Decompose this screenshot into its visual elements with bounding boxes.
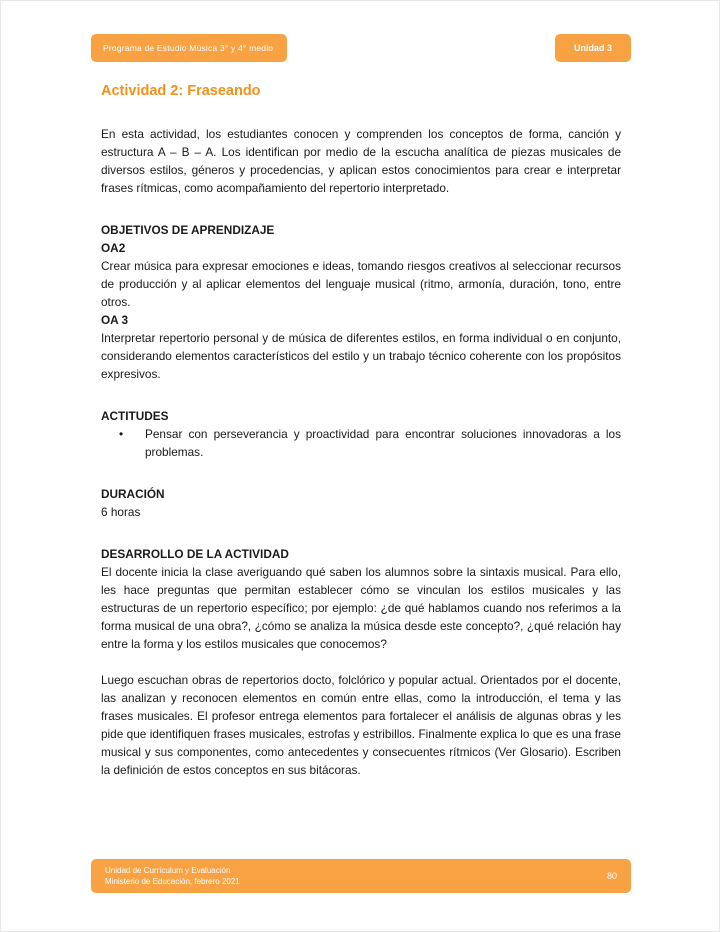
header-program-label: Programa de Estudio Música 3° y 4° medio: [103, 43, 274, 53]
spacer: [101, 521, 621, 545]
spacer: [101, 383, 621, 407]
footer-bar: [91, 859, 631, 893]
desarrollo-paragraph-2: Luego escuchan obras de repertorios docto, folclórico y popular actual. Orientados por el docente, las analizan y reconocen elementos en común entre ellas, como la introducción, el tema y las frases musicales. El profesor entrega elementos para fortalecer el análisis de algunas obras y les pide que identifiquen frases musicales, estrofas y estribillos. Finalmente explica lo que es una frase musical y sus componentes, como antecedentes y consecuentes rítmicos (Ver Glosario). Escriben la definición de estos conceptos en sus bitácoras.: [101, 673, 621, 777]
page-content: [101, 83, 621, 779]
header-unit-badge: [555, 34, 631, 62]
duracion-heading: DURACIÓN: [101, 487, 165, 501]
activity-title: Actividad 2: Fraseando: [101, 83, 261, 99]
footer-line-1: Unidad de Currículum y Evaluación: [105, 865, 231, 875]
footer-line-2: Ministerio de Educación, febrero 2021: [105, 877, 240, 886]
spacer: [101, 461, 621, 485]
objetivos-heading: OBJETIVOS DE APRENDIZAJE: [101, 223, 275, 237]
intro-paragraph: En esta actividad, los estudiantes conocen y comprenden los conceptos de forma, canción y estructura A – B – A. Los identifican por medio de la escucha analítica de piezas musicales de diversos estilos, géneros y procedencias, y aplican estos conocimientos para crear e interpretar frases rítmicas, como acompañamiento del repertorio interpretado.: [101, 127, 621, 195]
actitudes-bullet-text: Pensar con perseverancia y proactividad para encontrar soluciones innovadoras a los problemas.: [145, 427, 621, 459]
spacer: [101, 653, 621, 671]
desarrollo-paragraph-1: El docente inicia la clase averiguando qué saben los alumnos sobre la sintaxis musical. Para ello, les hace preguntas que permitan establecer cómo se vinculan los estilos musicales y las estructuras de un repertorio específico; por ejemplo: ¿de qué hablamos cuando nos referimos a la forma musical de una obra?, ¿cómo se analiza la música desde este concepto?, ¿qué relación hay entre la forma y los estilos musicales que conocemos?: [101, 565, 621, 651]
oa3-text: Interpretar repertorio personal y de música de diferentes estilos, en forma individual o en conjunto, considerando elementos característicos del estilo y un trabajo técnico coherente con los propósitos expresivos.: [101, 331, 621, 381]
oa2-label: OA2: [101, 241, 126, 255]
oa2-text: Crear música para expresar emociones e ideas, tomando riesgos creativos al seleccionar recursos de producción y al aplicar elementos del lenguaje musical (ritmo, armonía, duración, tono, entre otros.: [101, 259, 621, 309]
bullet-icon: •: [119, 427, 124, 441]
footer-credits: [105, 865, 240, 888]
header-unit-label: Unidad 3: [573, 43, 612, 53]
spacer: [101, 197, 621, 221]
actitudes-heading: ACTITUDES: [101, 409, 169, 423]
list-item: [101, 425, 621, 461]
desarrollo-heading: DESARROLLO DE LA ACTIVIDAD: [101, 547, 289, 561]
header-program-bar: [91, 34, 287, 62]
duracion-text: 6 horas: [101, 505, 141, 519]
page-number: 80: [606, 871, 617, 881]
oa3-label: OA 3: [101, 313, 129, 327]
actitudes-list: [101, 425, 621, 461]
